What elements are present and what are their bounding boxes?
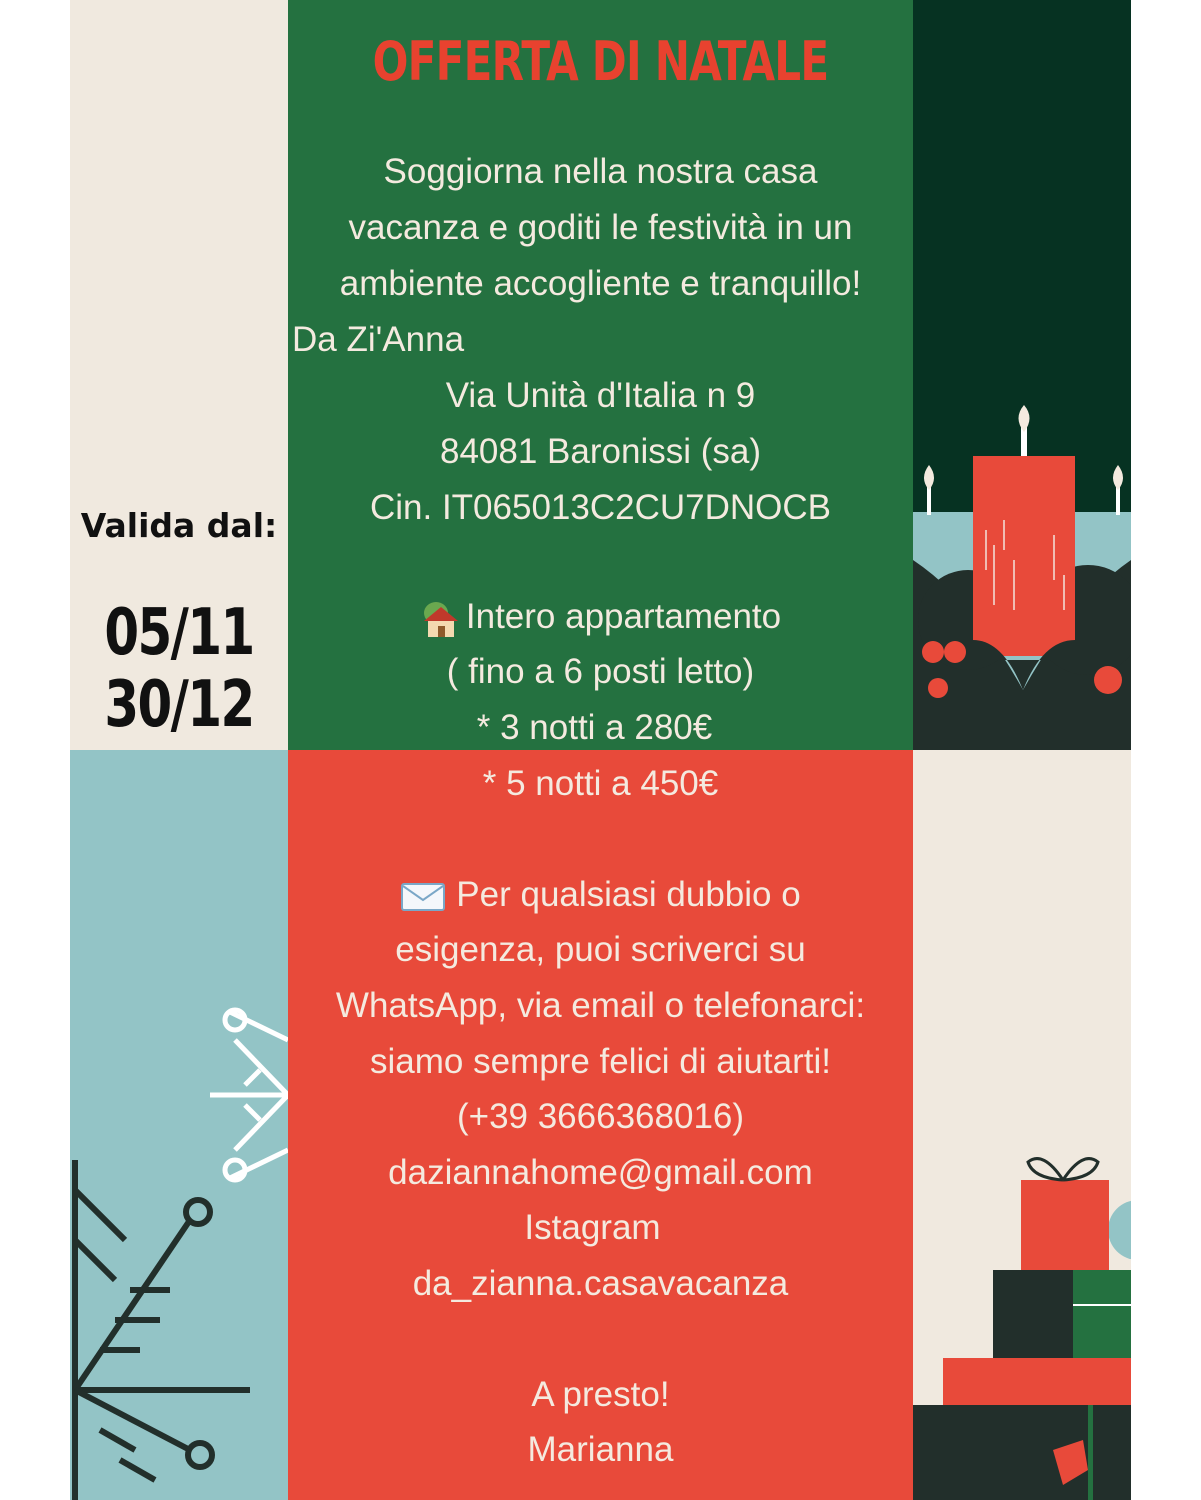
gifts-illustration: [913, 750, 1131, 1500]
closing-greeting: A presto!: [531, 1375, 670, 1414]
intro-line-3: ambiente accogliente e tranquillo!: [339, 264, 862, 303]
contact-phone[interactable]: (+39 3666368016): [456, 1097, 745, 1136]
property-address: Via Unità d'Italia n 9: [445, 376, 756, 415]
instagram-handle[interactable]: da_zianna.casavacanza: [412, 1264, 789, 1303]
validity-from-date: 05/11: [104, 596, 254, 670]
snowflake-illustration: [70, 750, 288, 1500]
poster: [70, 0, 1131, 1500]
property-city: 84081 Baronissi (sa): [440, 432, 761, 471]
offer-beds: ( fino a 6 posti letto): [446, 652, 755, 691]
contact-line-1-text: Per qualsiasi dubbio o: [456, 875, 801, 914]
intro-line-2: vacanza e goditi le festività in un: [348, 208, 853, 247]
offer-price-3-nights: * 3 notti a 280€: [476, 708, 713, 747]
property-cin: Cin. IT065013C2CU7DNOCB: [369, 488, 831, 527]
offer-type: [288, 597, 913, 639]
house-icon: [420, 599, 462, 639]
property-name: Da Zi'Anna: [292, 320, 465, 359]
page-title: OFFERTA DI NATALE: [372, 30, 829, 93]
instagram-label: Istagram: [524, 1208, 661, 1247]
contact-line-2: esigenza, puoi scriverci su: [395, 930, 806, 969]
validity-label: Valida dal:: [80, 506, 278, 545]
candle-illustration: [913, 0, 1131, 750]
closing-signature: Marianna: [527, 1430, 674, 1469]
contact-line-3: WhatsApp, via email o telefonarci:: [335, 986, 866, 1025]
offer-price-5-nights: * 5 notti a 450€: [482, 764, 719, 803]
offer-type-label: Intero appartamento: [465, 597, 782, 636]
contact-line-4: siamo sempre felici di aiutarti!: [370, 1042, 831, 1081]
contact-email[interactable]: daziannahome@gmail.com: [388, 1153, 813, 1192]
intro-line-1: Soggiorna nella nostra casa: [383, 152, 818, 191]
validity-to-date: 30/12: [104, 668, 254, 742]
envelope-icon: [400, 881, 446, 913]
contact-line-1: [288, 875, 913, 915]
